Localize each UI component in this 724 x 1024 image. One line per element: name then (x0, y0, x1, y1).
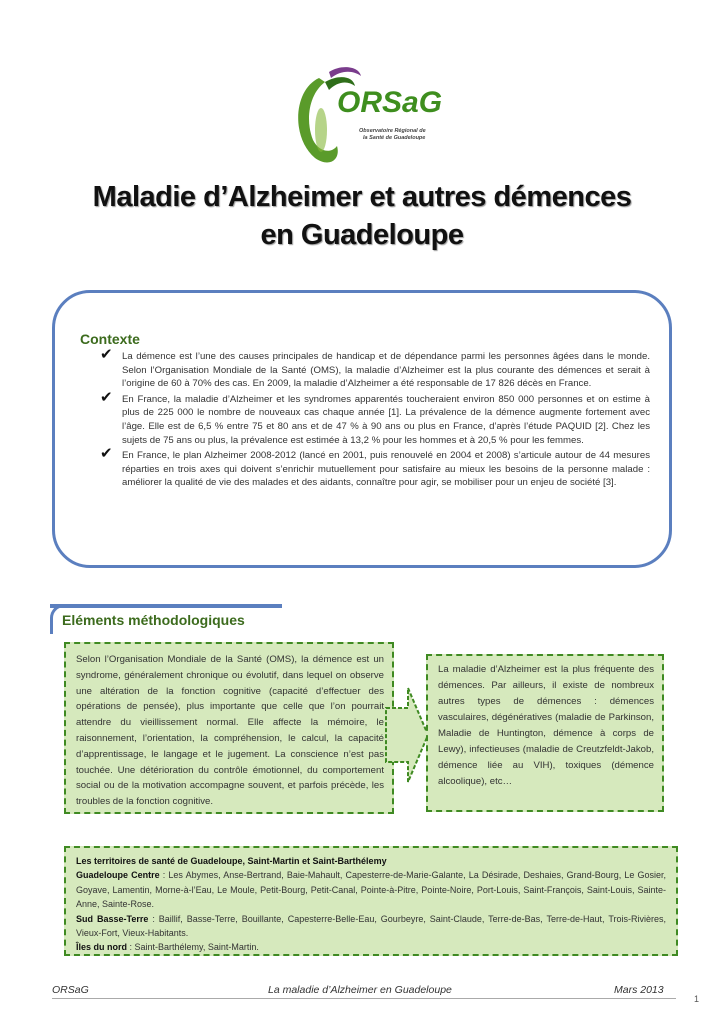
arrow-right-icon (384, 686, 430, 784)
check-icon: ✔ (100, 346, 113, 363)
methodology-divider (50, 604, 282, 608)
methodology-heading: Eléments méthodologiques (62, 612, 245, 628)
context-heading: Contexte (80, 331, 140, 347)
territory-group (76, 940, 666, 954)
territory-list: : Saint-Barthélemy, Saint-Martin. (127, 942, 259, 953)
footer-org: ORSaG (52, 984, 89, 996)
logo-text: ORSaG (337, 86, 443, 119)
territory-name: Îles du nord (76, 942, 128, 953)
logo-line1: Observatoire Régional de (359, 128, 426, 134)
territory-group (76, 868, 666, 911)
context-item (100, 346, 650, 391)
footer-date: Mars 2013 (614, 984, 664, 996)
territories-box (64, 846, 678, 956)
context-item-text: En France, la maladie d’Alzheimer et les syndromes apparentés toucheraient environ 850 000 personnes et on estime à plus de 225 000 le nombre de nouveaux cas chaque année [1]. La prévalence de la démence augmente fortement avec l’âge. Elle est de 6,5 % entre 75 et 80 ans et de 47 % à 90 ans ou plus en France, d’après l’étude PAQUID [2]. Chez les sujets de 75 ans ou plus, la prévalence est estimée à 13,2 % pour les hommes et à 20,5 % pour les femmes. (122, 393, 650, 446)
footer-divider (52, 998, 676, 999)
context-item (100, 388, 650, 447)
territories-heading: Les territoires de santé de Guadeloupe, Saint-Martin et Saint-Barthélemy (76, 856, 387, 866)
logo-line2: la Santé de Guadeloupe (363, 135, 426, 141)
territory-list: : Les Abymes, Anse-Bertrand, Baie-Mahault, Capesterre-de-Marie-Galante, La Désirade, Deshaies, Grand-Bourg, Le Gosier, Goyave, Lamentin, Morne-à-l’Eau, Le Moule, Petit-Bourg, Petit-Canal, Pointe-à-Pitre, Pointe-Noire, Port-Louis, Saint-François, Saint-Louis, Sainte-Anne, Sainte-Rose. (76, 870, 667, 910)
orsag-logo (285, 60, 445, 170)
definition-text: Selon l’Organisation Mondiale de la Santé (OMS), la démence est un syndrome, généralement chronique ou évolutif, dans lequel on observe une altération de la fonction cognitive (capacité d’effectuer des opérations de pensée), plus importante que celle que l’on pourrait attendre du vieillissement normal. Elle affecte la mémoire, le raisonnement, l’orientation, la compréhension, le calcul, la capacité d’apprentissage, le langage et le jugement. La conscience n’est pas touchée. Une détérioration du contrôle émotionnel, du comportement social ou de la motivation accompagne souvent, et parfois précède, les troubles de la fonction cognitive. (76, 654, 384, 808)
territory-list: : Baillif, Basse-Terre, Bouillante, Capesterre-Belle-Eau, Gourbeyre, Saint-Claude, Terre-de-Bas, Terre-de-Haut, Trois-Rivières, Vieux-Fort, Vieux-Habitants. (76, 913, 666, 939)
page-title (0, 178, 724, 254)
territory-name: Sud Basse-Terre (76, 913, 149, 924)
check-icon: ✔ (100, 388, 113, 406)
context-item-text: La démence est l’une des causes principales de handicap et de dépendance parmi les personnes âgées dans le monde. Selon l’Organisation Mondiale de la Santé (OMS), la maladie d’Alzheimer est la plus courante des démences et serait à l’origine de 60 à 70% des cas. En 2009, la maladie d’Alzheimer a été responsable de 17 826 décès en France. (122, 351, 650, 390)
title-line-1: Maladie d’Alzheimer et autres démences (92, 181, 632, 213)
title-line-2: en Guadeloupe (260, 219, 464, 251)
methodology-types-box (426, 654, 664, 812)
territory-name: Guadeloupe Centre (76, 870, 160, 881)
territory-group (76, 912, 666, 941)
context-item (100, 445, 650, 490)
footer-title: La maladie d’Alzheimer en Guadeloupe (268, 984, 452, 996)
types-text: La maladie d’Alzheimer est la plus fréquente des démences. Par ailleurs, il existe de nombreux autres types de démences : démences vasculaires, dégénératives (maladie de Parkinson, Maladie de Huntington, démence à corps de Lewy), infectieuses (maladie de Creutzfeldt-Jakob, démence liée au VIH), toxiques (démence alcoolique), etc… (438, 664, 654, 787)
context-item-text: En France, le plan Alzheimer 2008-2012 (lancé en 2001, puis renouvelé en 2004 et 2008) s’articule autour de 44 mesures réparties en trois axes qui doivent s’enrichir mutuellement pour satisfaire au mieux les besoins de la personne malade : améliorer la qualité de vie des malades et des aidants, connaître pour agir, se mobiliser pour un enjeu de société [3]. (122, 450, 650, 489)
context-list (100, 346, 650, 492)
methodology-definition-box (64, 642, 394, 814)
page-number: 1 (694, 994, 700, 1004)
check-icon: ✔ (100, 445, 113, 463)
